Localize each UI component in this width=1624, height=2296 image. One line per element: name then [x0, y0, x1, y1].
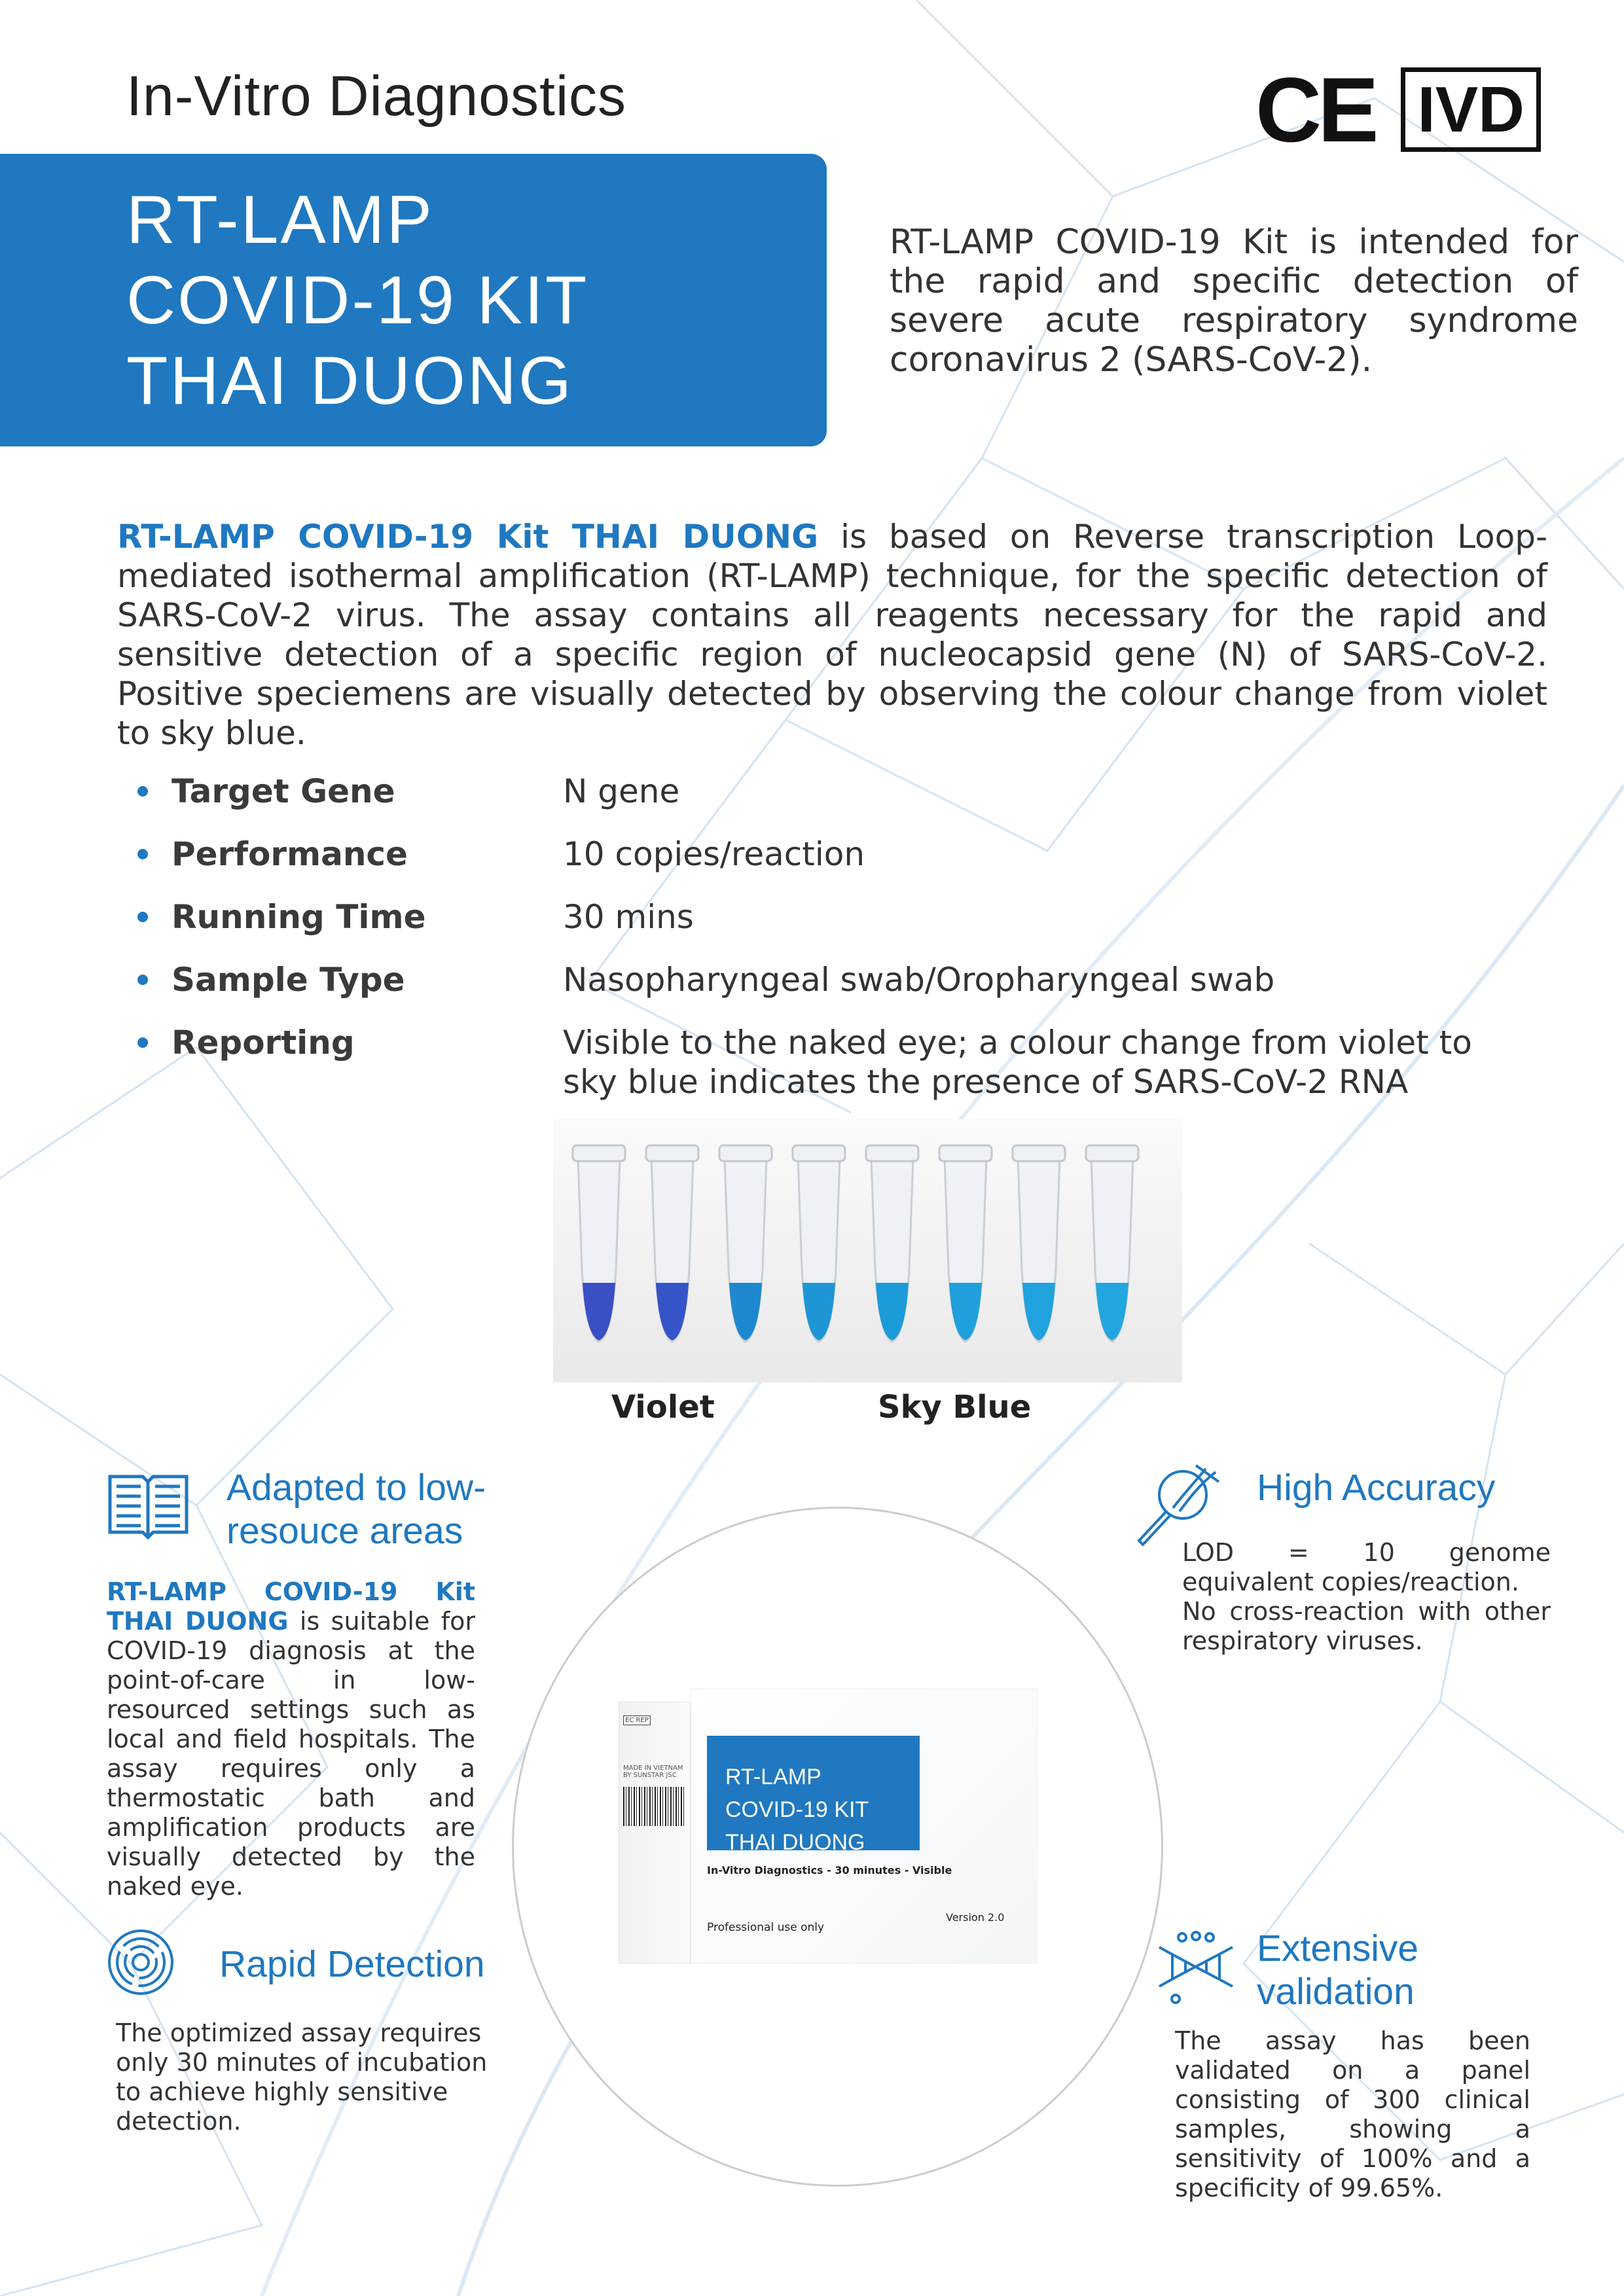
- box-label: [707, 1736, 920, 1855]
- title-line: THAI DUONG: [126, 343, 573, 419]
- accuracy-cross-reaction: No cross-reaction with other respiratory viruses.: [1182, 1597, 1551, 1655]
- box-version: Version 2.0: [946, 1911, 1005, 1924]
- tube-liquid: [583, 1283, 615, 1340]
- spec-value: N gene: [563, 772, 680, 810]
- tube: [939, 1145, 992, 1342]
- accuracy-lod: LOD = 10 genome equivalent copies/reaction.: [1182, 1538, 1551, 1596]
- tube: [646, 1145, 698, 1342]
- description-paragraph: [117, 517, 1547, 753]
- box-professional: Professional use only: [707, 1921, 825, 1934]
- manufacturer: BY SUNSTAR JSC: [623, 1772, 677, 1779]
- label-sky-blue: Sky Blue: [878, 1389, 1032, 1426]
- label-violet: Violet: [611, 1389, 715, 1426]
- title-line: RT-LAMP: [126, 182, 434, 258]
- tube: [573, 1145, 625, 1342]
- bullet-icon: [137, 1037, 148, 1048]
- intro-text: RT-LAMP COVID-19 Kit is intended for the rapid and specific detection of severe acute respiratory syndrome coronavirus 2 (SARS-CoV-2).: [890, 223, 1578, 380]
- heading-validation: Extensive validation: [1257, 1928, 1419, 2013]
- tube-liquid: [729, 1283, 762, 1340]
- tube-liquid: [656, 1283, 689, 1340]
- tube-liquid: [803, 1283, 835, 1340]
- ce-mark: CE: [1255, 58, 1375, 161]
- bullet-icon: [137, 975, 148, 985]
- tube: [719, 1145, 772, 1342]
- product-box-image: [619, 1682, 1038, 1970]
- tube: [866, 1145, 918, 1342]
- bullet-icon: [137, 849, 148, 859]
- made-in: MADE IN VIETNAM: [623, 1765, 683, 1772]
- ivd-mark: IVD: [1401, 67, 1540, 152]
- tube: [793, 1145, 845, 1342]
- accuracy-text: [1182, 1538, 1551, 1656]
- spec-value: 10 copies/reaction: [563, 835, 865, 873]
- product-name: RT-LAMP COVID-19 Kit THAI DUONG: [117, 518, 819, 556]
- spec-label: Target Gene: [171, 772, 395, 810]
- bullet-icon: [137, 912, 148, 922]
- adapted-text: [107, 1577, 475, 1901]
- spec-value: 30 mins: [563, 898, 694, 936]
- box-side: [619, 1702, 691, 1964]
- product-name: RT-LAMP COVID-19 Kit THAI DUONG: [107, 1577, 475, 1636]
- heading-rapid: Rapid Detection: [219, 1943, 485, 1985]
- adapted-body: is suitable for COVID-19 diagnosis at the point-of-care in low-resourced settings such as local and field hospitals. The assay requires only a thermostatic bath and amplification products are visually detected by the naked eye.: [107, 1607, 475, 1901]
- validation-text: The assay has been validated on a panel consisting of 300 clinical samples, showing a sensitivity of 100% and a specificity of 99.65%.: [1175, 2026, 1530, 2202]
- spec-value: Nasopharyngeal swab/Oropharyngeal swab: [563, 961, 1275, 999]
- tube-liquid: [876, 1283, 909, 1340]
- tubes-illustration: [553, 1119, 1182, 1382]
- heading-accuracy: High Accuracy: [1257, 1467, 1496, 1509]
- spec-label: Sample Type: [171, 961, 405, 999]
- box-title-line: THAI DUONG: [725, 1830, 865, 1855]
- certification-marks: [1255, 58, 1541, 161]
- spec-value: Visible to the naked eye; a colour change from violet to sky blue indicates the presence of SARS-CoV-2 RNA: [563, 1024, 1472, 1101]
- heading-adapted: Adapted to low-resouce areas: [226, 1467, 486, 1552]
- bullet-icon: [137, 786, 148, 797]
- title-line: COVID-19 KIT: [126, 262, 589, 338]
- box-title-line: RT-LAMP COVID-19 KIT: [725, 1765, 869, 1822]
- dna-helix-icon: [1156, 1931, 1236, 2004]
- product-title: [126, 180, 588, 422]
- tube-liquid: [949, 1283, 982, 1340]
- rapid-text: The optimized assay requires only 30 minutes of incubation to achieve highly sensitive detection.: [116, 2018, 488, 2136]
- target-maze-icon: [107, 1928, 175, 1997]
- tubes-photo: [553, 1119, 1182, 1382]
- tube-liquid: [1022, 1283, 1055, 1340]
- open-book-icon: [107, 1470, 190, 1543]
- tube-liquid: [1096, 1283, 1128, 1340]
- tube: [1013, 1145, 1065, 1342]
- spec-label: Reporting: [171, 1024, 355, 1062]
- ec-rep-mark: EC REP: [623, 1715, 651, 1725]
- tube: [1086, 1145, 1138, 1342]
- magnifier-dna-icon: [1134, 1456, 1229, 1547]
- box-tagline: In-Vitro Diagnostics - 30 minutes - Visible: [707, 1864, 952, 1876]
- barcode: [623, 1787, 686, 1826]
- category-title: In-Vitro Diagnostics: [126, 65, 627, 128]
- spec-label: Running Time: [171, 898, 426, 936]
- description-text: is based on Reverse transcription Loop-mediated isothermal amplification (RT-LAMP) technique, for the specific detection of SARS-CoV-2 virus. The assay contains all reagents necessary for the rapid and sensitive detection of a specific region of nucleocapsid gene (N) of SARS-CoV-2. Positive speciemens are visually detected by observing the colour change from violet to sky blue.: [117, 518, 1548, 752]
- spec-label: Performance: [171, 835, 408, 873]
